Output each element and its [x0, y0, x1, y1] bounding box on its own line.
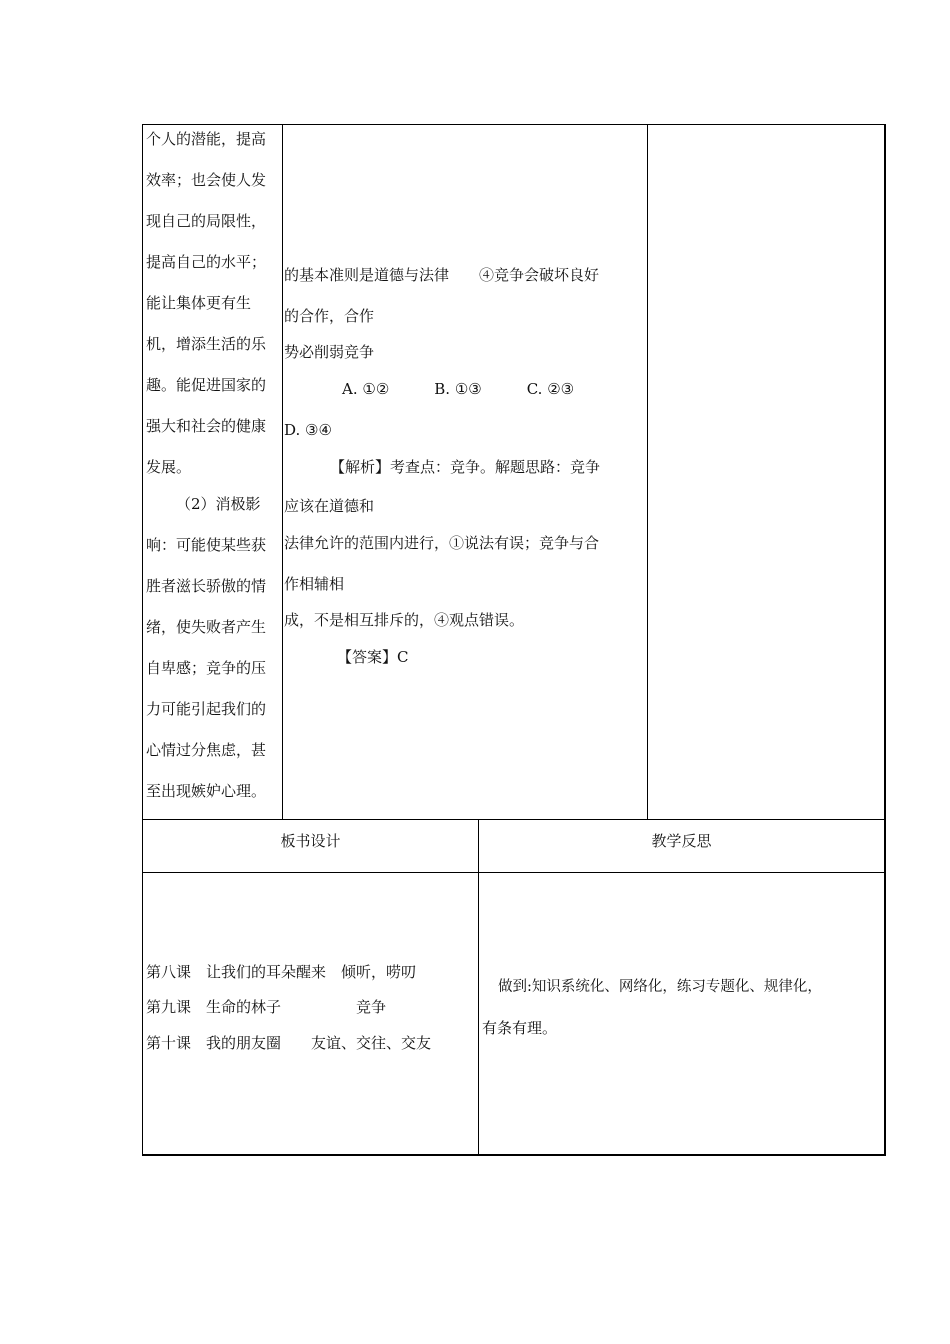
left-line: 效率；也会使人发 [146, 171, 267, 189]
middle-line: 【解析】考查点：竞争。解题思路：竞争 [330, 458, 601, 476]
left-line: （2）消极影 [176, 495, 261, 513]
middle-line: 的合作，合作 [284, 307, 375, 325]
left-line: 能让集体更有生 [146, 294, 252, 312]
middle-line: 的基本准则是道德与法律 ④竞争会破坏良好 [284, 266, 600, 284]
left-line: 绪，使失败者产生 [146, 618, 267, 636]
left-line: 响：可能使某些获 [146, 536, 267, 554]
reflection-line: 做到:知识系统化、网络化，练习专题化、规律化， [498, 979, 822, 995]
left-line: 趣。能促进国家的 [146, 376, 267, 394]
divider-upper-left [282, 124, 283, 820]
left-line: 个人的潜能，提高 [146, 130, 267, 148]
answer-line: 【答案】C [337, 648, 409, 666]
middle-line: 作相辅相 [284, 575, 345, 593]
board-line: 第九课 生命的林子 竞争 [146, 998, 387, 1016]
divider-row-2 [142, 872, 886, 873]
left-line: 力可能引起我们的 [146, 700, 267, 718]
middle-line: 势必削弱竞争 [284, 343, 375, 361]
divider-lower-middle [478, 819, 479, 1155]
reflection-header: 教学反思 [651, 832, 712, 850]
left-line: 现自己的局限性， [146, 212, 267, 230]
board-line: 第八课 让我们的耳朵醒来 倾听，唠叨 [146, 963, 417, 981]
divider-upper-right [647, 124, 648, 820]
left-line: 心情过分焦虑，甚 [146, 741, 267, 759]
left-line: 机，增添生活的乐 [146, 335, 267, 353]
answer-options: A. ①② B. ①③ C. ②③ [342, 380, 575, 398]
reflection-line: 有条有理。 [482, 1019, 558, 1037]
left-line: 发展。 [146, 458, 192, 476]
left-line: 至出现嫉妒心理。 [146, 782, 267, 800]
left-line: 提高自己的水平； [146, 253, 267, 271]
middle-line: 成，不是相互排斥的，④观点错误。 [284, 611, 525, 629]
left-line: 强大和社会的健康 [146, 417, 267, 435]
answer-option-d: D. ③④ [284, 421, 332, 439]
middle-line: 法律允许的范围内进行，①说法有误；竞争与合 [284, 534, 600, 552]
board-design-header: 板书设计 [280, 832, 341, 850]
middle-line: 应该在道德和 [284, 497, 375, 515]
board-line: 第十课 我的朋友圈 友谊、交往、交友 [146, 1034, 432, 1052]
left-line: 自卑感；竞争的压 [146, 659, 267, 677]
left-line: 胜者滋长骄傲的情 [146, 577, 267, 595]
divider-row-1 [142, 819, 886, 820]
